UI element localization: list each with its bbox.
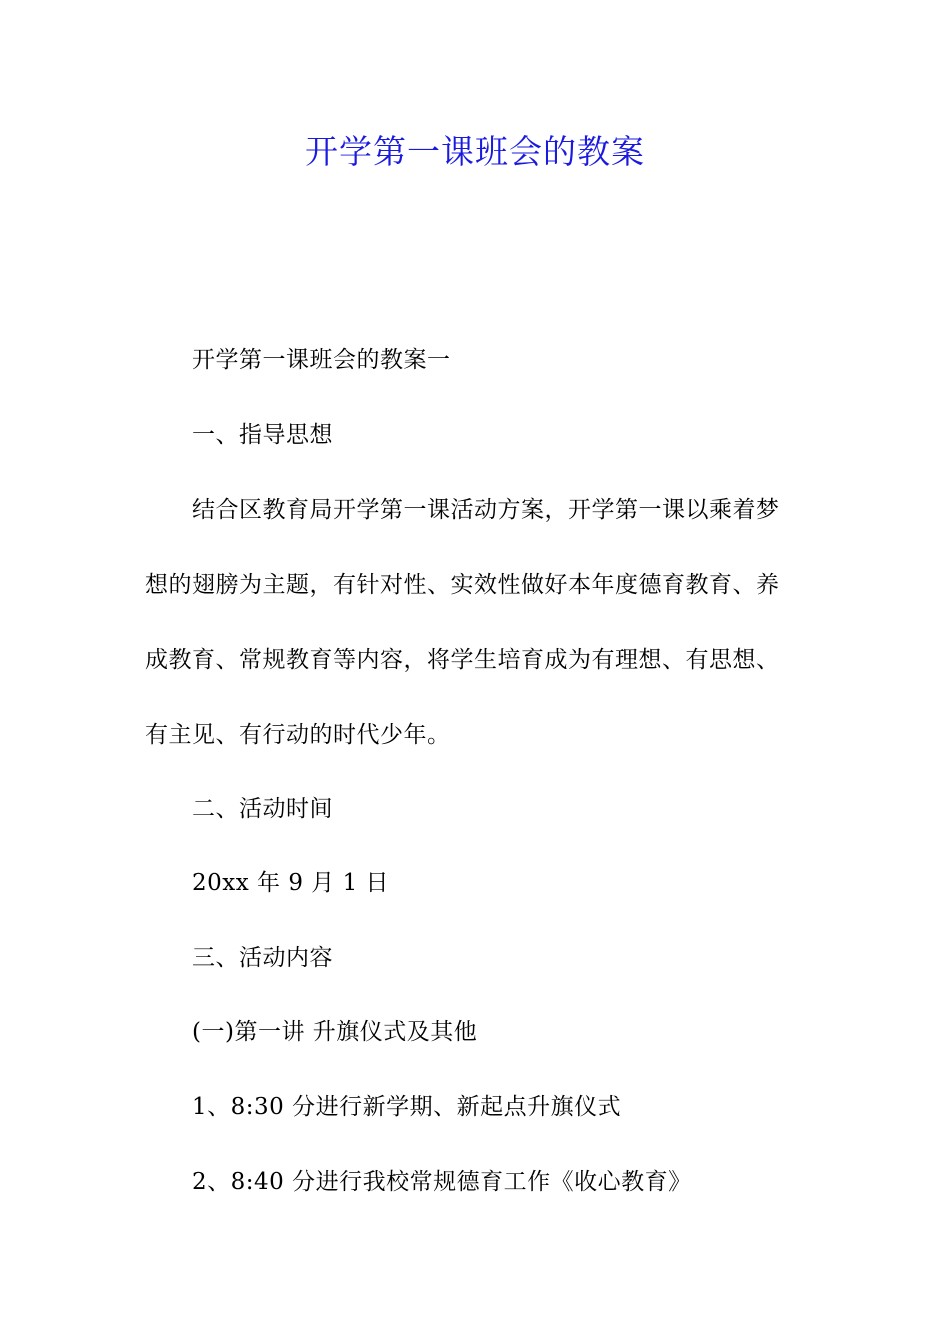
paragraph-line: 想的翅膀为主题，有针对性、实效性做好本年度德育教育、养 <box>145 572 780 598</box>
list-item: 1、8:30 分进行新学期、新起点升旗仪式 <box>192 1094 622 1120</box>
section-heading-activity-time: 二、活动时间 <box>192 796 333 822</box>
list-item: 2、8:40 分进行我校常规德育工作《收心教育》 <box>192 1169 692 1195</box>
document-title: 开学第一课班会的教案 <box>305 132 645 171</box>
paragraph-line: 成教育、常规教育等内容，将学生培育成为有理想、有思想、 <box>145 647 780 673</box>
section-heading-guiding-thought: 一、指导思想 <box>192 422 333 448</box>
document-subtitle: 开学第一课班会的教案一 <box>192 347 451 373</box>
paragraph-line: 有主见、有行动的时代少年。 <box>145 722 451 748</box>
paragraph-line: 结合区教育局开学第一课活动方案，开学第一课以乘着梦 <box>192 497 780 523</box>
activity-date: 20xx 年 9 月 1 日 <box>192 870 390 896</box>
subsection-heading: (一)第一讲 升旗仪式及其他 <box>192 1019 478 1045</box>
section-heading-activity-content: 三、活动内容 <box>192 945 333 971</box>
